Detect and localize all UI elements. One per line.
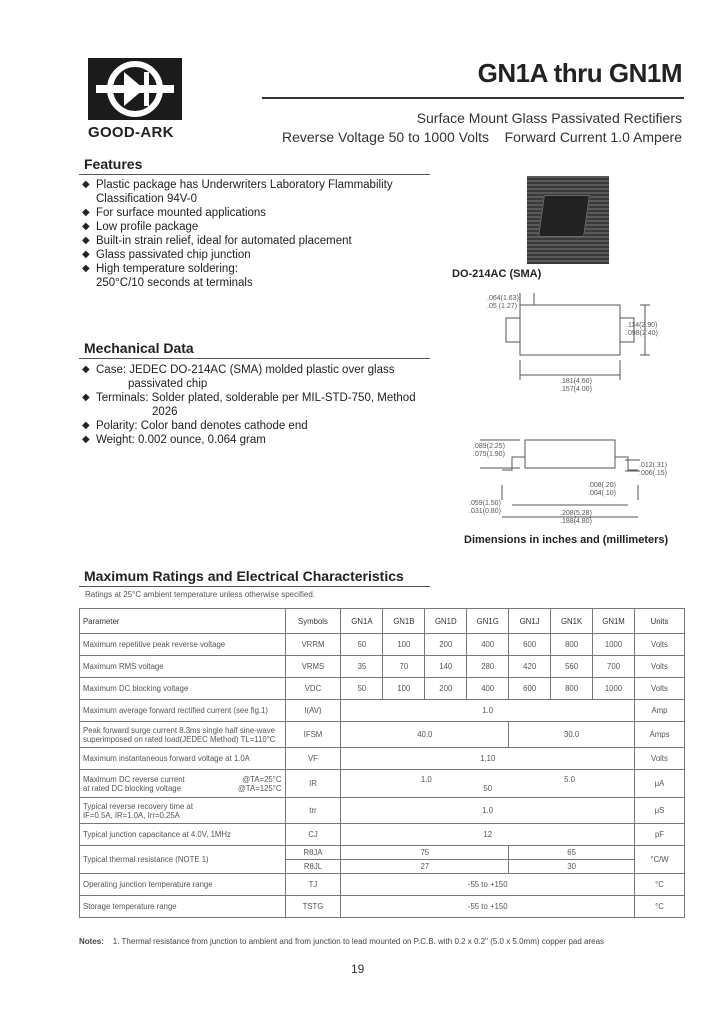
table-row: Typical junction capacitance at 4.0V, 1MHz CJ 12 pF [80,824,685,846]
page-title: GN1A thru GN1M [477,58,682,88]
table-header-row [80,609,685,634]
column-header: Parameter [80,609,286,634]
column-header: Symbols [285,609,341,634]
title-divider [262,97,684,99]
column-header: GN1A [341,609,383,634]
page-number: 19 [351,962,365,976]
ratings-divider [79,586,430,587]
table-row: Maximum instantaneous forward voltage at 1.0A VF 1.10 Volts [80,748,685,770]
column-header: GN1K [551,609,593,634]
dim-label: .012(.31) .006(.15) [639,462,668,477]
mechanical-list [82,363,432,447]
ratings-condition: Ratings at 25°C ambient temperature unless otherwise specified. [85,590,315,599]
column-header: GN1J [509,609,551,634]
subtitle-ratings: Reverse Voltage 50 to 1000 Volts Forward Current 1.0 Ampere [282,129,682,145]
dim-label: .114(2.90) .098(2.40) [626,322,658,337]
table-row: Storage temperature range TSTG -55 to +150 °C [80,896,685,918]
package-label: DO-214AC (SMA) [452,268,542,280]
table-row: Maximum average forward rectified current (see fig.1) I(AV) 1.0 Amp [80,700,685,722]
notes: Notes: 1. Thermal resistance from junction to ambient and from junction to lead mounted on P.C.B. with 0.2 x 0.2" (5.0 x 5.0mm) copper pad areas [79,937,605,946]
column-header: GN1D [425,609,467,634]
company-logo [88,58,182,120]
dim-label: .208(5.28) .188(4.80) [560,510,592,525]
mechanical-heading: Mechanical Data [84,340,194,356]
table-row: Maximum DC blocking voltage VDC 50 100 200 400 600 800 1000 Volts [80,678,685,700]
list-item: ◆ Terminals: Solder plated, solderable per MIL-STD-750, Method 2026 [82,391,432,419]
column-header: GN1G [467,609,509,634]
list-item: ◆ Glass passivated chip junction [82,248,432,262]
package-chip-image [538,195,590,237]
table-row: Typical thermal resistance (NOTE 1) RθJA 75 65 °C/W [80,846,685,860]
table-row: RθJL 27 30 [80,860,685,874]
mechanical-divider [79,358,430,359]
dim-label: .089(2.25) .075(1.90) [473,443,505,458]
ratings-table [79,608,685,918]
table-row: Operating junction temperature range TJ -55 to +150 °C [80,874,685,896]
column-header: Units [635,609,685,634]
table-row: Maximum DC reverse current @TA=25°C at rated DC blocking voltage @TA=125°C IR 1.0 5.0 50 μA [80,770,685,798]
table-row: Maximum RMS voltage VRMS 35 70 140 280 420 560 700 Volts [80,656,685,678]
dim-label: .064(1.63) .05 (1.27) [487,295,519,310]
table-row: Maximum repetitive peak reverse voltage VRRM 50 100 200 400 600 800 1000 Volts [80,634,685,656]
subtitle: Surface Mount Glass Passivated Rectifiers [416,110,682,126]
column-header: GN1M [593,609,635,634]
column-header: GN1B [383,609,425,634]
table-row: Typical reverse recovery time at IF=0.5A, IR=1.0A, Irr=0.25A trr 1.0 μS [80,798,685,824]
list-item: ◆ High temperature soldering: 250°C/10 seconds at terminals [82,262,432,290]
dim-label: .181(4.60) .157(4.00) [560,378,592,393]
list-item: ◆ Weight: 0.002 ounce, 0.064 gram [82,433,432,447]
dim-label: .059(1.50) .031(0.80) [469,500,501,515]
table-row: Peak forward surge current 8.3ms single half sine-wave superimposed on rated load(JEDEC Method) TL=110°C IFSM 40.0 30.0 Amps [80,722,685,748]
features-heading: Features [84,156,143,172]
logo-text: GOOD-ARK [88,124,174,141]
list-item: ◆ Polarity: Color band denotes cathode end [82,419,432,433]
list-item: ◆ For surface mounted applications [82,206,432,220]
dimensions-caption: Dimensions in inches and (millimeters) [464,534,669,546]
features-divider [79,174,430,175]
list-item: ◆ Case: JEDEC DO-214AC (SMA) molded plastic over glass passivated chip [82,363,432,391]
list-item: ◆ Plastic package has Underwriters Laboratory Flammability Classification 94V-0 [82,178,432,206]
ratings-heading: Maximum Ratings and Electrical Characteristics [84,568,404,584]
logo-diode-icon [88,58,182,120]
list-item: ◆ Low profile package [82,220,432,234]
dim-label: .008(.20) .004(.10) [588,482,617,497]
features-list [82,178,432,290]
list-item: ◆ Built-in strain relief, ideal for automated placement [82,234,432,248]
